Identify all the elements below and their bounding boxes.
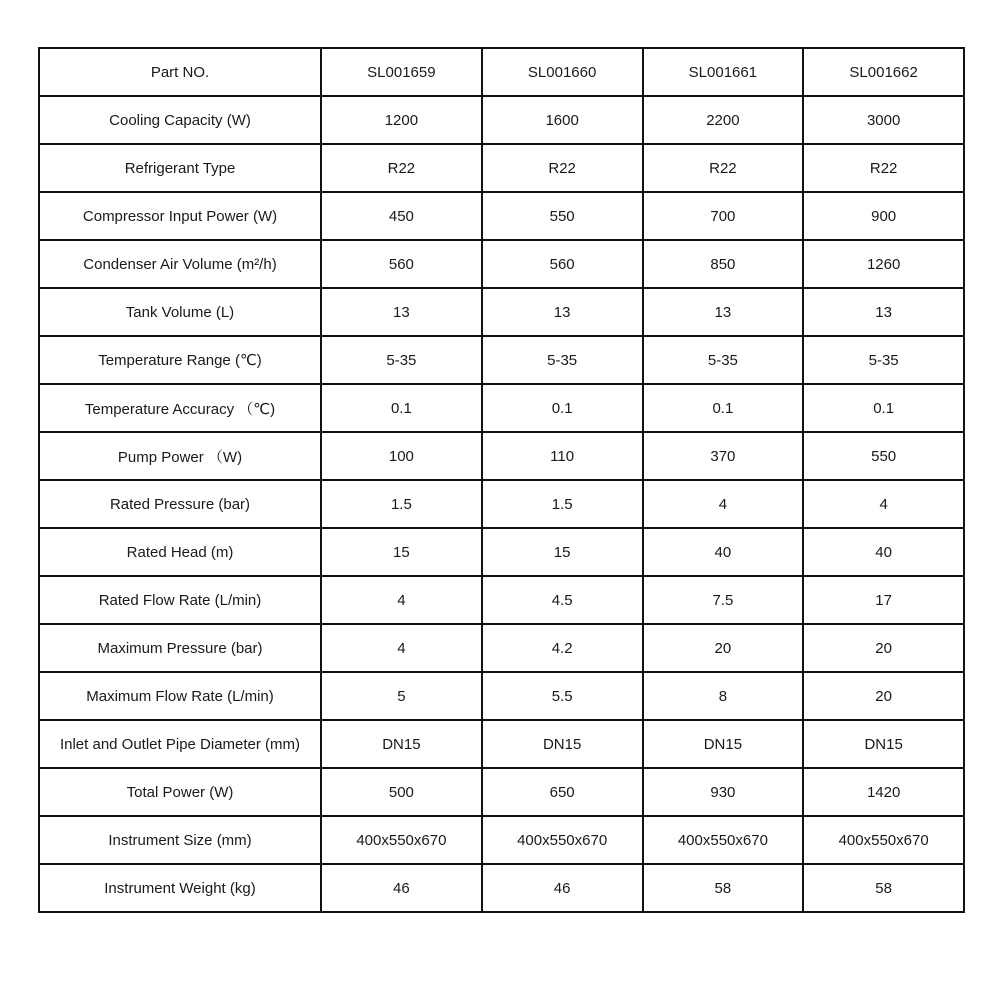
value-cell: 0.1 xyxy=(643,384,804,432)
value-cell: 400x550x670 xyxy=(643,816,804,864)
value-cell: 4.2 xyxy=(482,624,643,672)
value-cell: 15 xyxy=(321,528,482,576)
table-row xyxy=(39,528,964,576)
value-cell: DN15 xyxy=(321,720,482,768)
value-cell: 4 xyxy=(321,624,482,672)
value-cell: 550 xyxy=(803,432,964,480)
value-cell: 400x550x670 xyxy=(803,816,964,864)
value-cell: 110 xyxy=(482,432,643,480)
row-label-cell: Temperature Range (℃) xyxy=(39,336,321,384)
row-label-cell: Pump Power （W) xyxy=(39,432,321,480)
value-cell: 5-35 xyxy=(321,336,482,384)
value-cell: 1200 xyxy=(321,96,482,144)
row-label-cell: Tank Volume (L) xyxy=(39,288,321,336)
table-row xyxy=(39,240,964,288)
value-cell: 5-35 xyxy=(643,336,804,384)
table-row xyxy=(39,336,964,384)
value-cell: 1600 xyxy=(482,96,643,144)
value-cell: 5-35 xyxy=(482,336,643,384)
row-label-cell: Instrument Weight (kg) xyxy=(39,864,321,912)
value-cell: 500 xyxy=(321,768,482,816)
value-cell: 46 xyxy=(321,864,482,912)
spec-table-body xyxy=(39,48,964,912)
value-cell: 20 xyxy=(643,624,804,672)
table-row xyxy=(39,864,964,912)
table-row xyxy=(39,144,964,192)
value-cell: 5.5 xyxy=(482,672,643,720)
header-label-cell: Part NO. xyxy=(39,48,321,96)
row-label-cell: Maximum Pressure (bar) xyxy=(39,624,321,672)
row-label-cell: Refrigerant Type xyxy=(39,144,321,192)
value-cell: 4 xyxy=(643,480,804,528)
value-cell: 450 xyxy=(321,192,482,240)
value-cell: 58 xyxy=(803,864,964,912)
value-cell: 560 xyxy=(321,240,482,288)
value-cell: 0.1 xyxy=(321,384,482,432)
header-row xyxy=(39,48,964,96)
value-cell: DN15 xyxy=(482,720,643,768)
table-row xyxy=(39,768,964,816)
table-row xyxy=(39,576,964,624)
value-cell: 4 xyxy=(803,480,964,528)
table-row xyxy=(39,720,964,768)
value-cell: 400x550x670 xyxy=(321,816,482,864)
table-row xyxy=(39,672,964,720)
value-cell: 100 xyxy=(321,432,482,480)
value-cell: DN15 xyxy=(803,720,964,768)
value-cell: 13 xyxy=(482,288,643,336)
value-cell: 4 xyxy=(321,576,482,624)
table-row xyxy=(39,96,964,144)
row-label-cell: Temperature Accuracy （℃) xyxy=(39,384,321,432)
row-label-cell: Cooling Capacity (W) xyxy=(39,96,321,144)
value-cell: 370 xyxy=(643,432,804,480)
row-label-cell: Condenser Air Volume (m²/h) xyxy=(39,240,321,288)
value-cell: 3000 xyxy=(803,96,964,144)
value-cell: 58 xyxy=(643,864,804,912)
table-row xyxy=(39,480,964,528)
value-cell: 5-35 xyxy=(803,336,964,384)
part-number-cell: SL001660 xyxy=(482,48,643,96)
value-cell: 7.5 xyxy=(643,576,804,624)
value-cell: 40 xyxy=(643,528,804,576)
value-cell: 40 xyxy=(803,528,964,576)
row-label-cell: Maximum Flow Rate (L/min) xyxy=(39,672,321,720)
value-cell: 2200 xyxy=(643,96,804,144)
value-cell: 4.5 xyxy=(482,576,643,624)
part-number-cell: SL001661 xyxy=(643,48,804,96)
value-cell: 17 xyxy=(803,576,964,624)
table-row xyxy=(39,192,964,240)
value-cell: R22 xyxy=(643,144,804,192)
value-cell: R22 xyxy=(321,144,482,192)
value-cell: 850 xyxy=(643,240,804,288)
value-cell: 930 xyxy=(643,768,804,816)
value-cell: 20 xyxy=(803,624,964,672)
value-cell: 13 xyxy=(803,288,964,336)
row-label-cell: Total Power (W) xyxy=(39,768,321,816)
table-row xyxy=(39,624,964,672)
value-cell: 1260 xyxy=(803,240,964,288)
table-row xyxy=(39,288,964,336)
spec-table xyxy=(38,47,965,913)
value-cell: 650 xyxy=(482,768,643,816)
table-row xyxy=(39,432,964,480)
row-label-cell: Instrument Size (mm) xyxy=(39,816,321,864)
value-cell: 8 xyxy=(643,672,804,720)
value-cell: 1.5 xyxy=(482,480,643,528)
value-cell: DN15 xyxy=(643,720,804,768)
value-cell: R22 xyxy=(803,144,964,192)
value-cell: 700 xyxy=(643,192,804,240)
value-cell: 13 xyxy=(643,288,804,336)
row-label-cell: Rated Flow Rate (L/min) xyxy=(39,576,321,624)
value-cell: 13 xyxy=(321,288,482,336)
value-cell: 400x550x670 xyxy=(482,816,643,864)
table-row xyxy=(39,384,964,432)
value-cell: 900 xyxy=(803,192,964,240)
value-cell: 1.5 xyxy=(321,480,482,528)
value-cell: R22 xyxy=(482,144,643,192)
value-cell: 0.1 xyxy=(803,384,964,432)
value-cell: 15 xyxy=(482,528,643,576)
row-label-cell: Inlet and Outlet Pipe Diameter (mm) xyxy=(39,720,321,768)
row-label-cell: Compressor Input Power (W) xyxy=(39,192,321,240)
value-cell: 46 xyxy=(482,864,643,912)
table-row xyxy=(39,816,964,864)
value-cell: 20 xyxy=(803,672,964,720)
value-cell: 1420 xyxy=(803,768,964,816)
value-cell: 550 xyxy=(482,192,643,240)
part-number-cell: SL001659 xyxy=(321,48,482,96)
part-number-cell: SL001662 xyxy=(803,48,964,96)
value-cell: 5 xyxy=(321,672,482,720)
value-cell: 560 xyxy=(482,240,643,288)
row-label-cell: Rated Head (m) xyxy=(39,528,321,576)
row-label-cell: Rated Pressure (bar) xyxy=(39,480,321,528)
value-cell: 0.1 xyxy=(482,384,643,432)
